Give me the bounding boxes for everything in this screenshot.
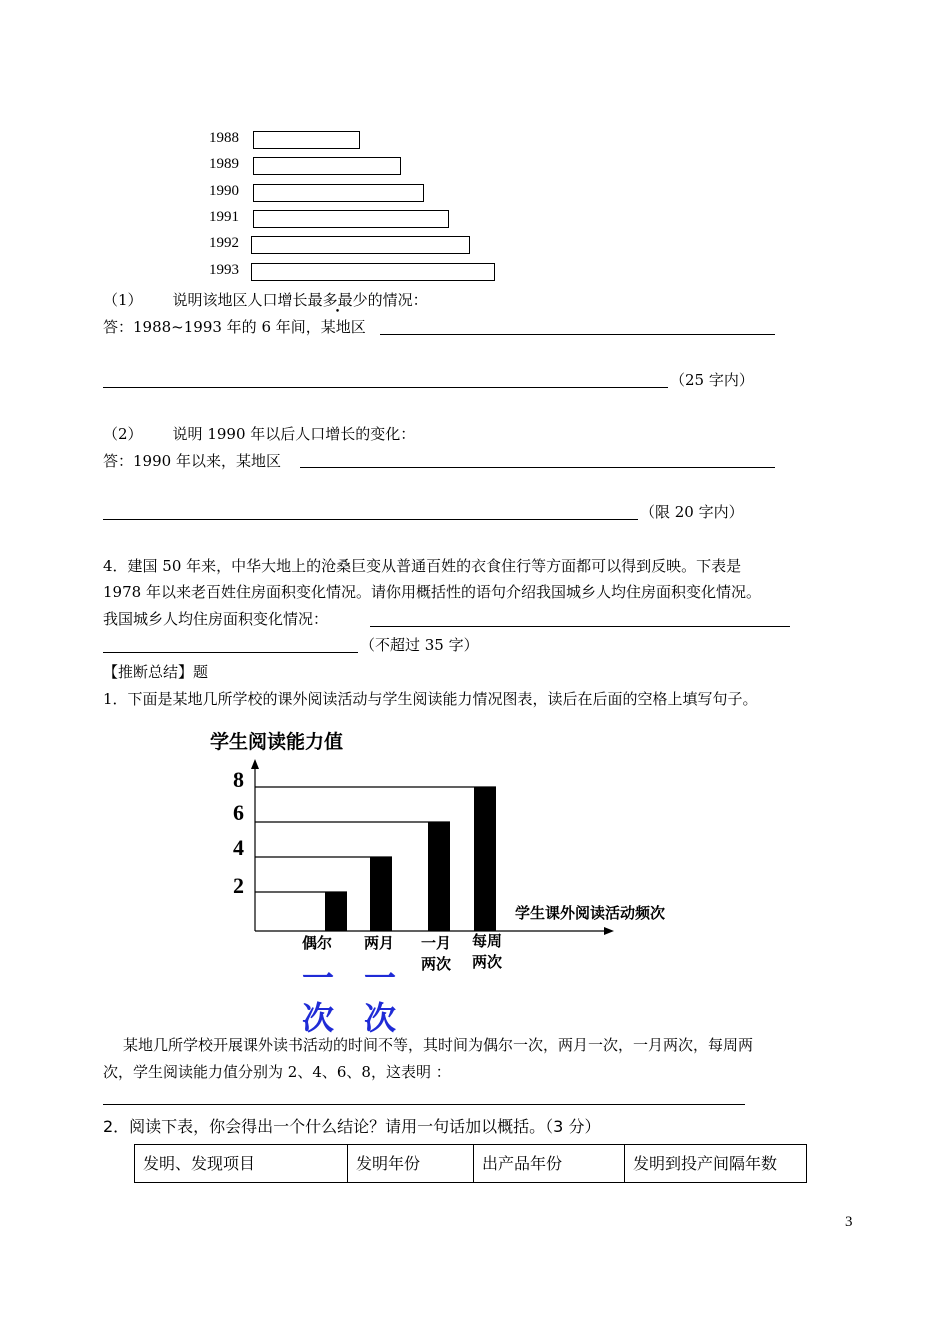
blue-ci-1: 次 (302, 999, 335, 1037)
reading-question-1: 1．下面是某地几所学校的课外阅读活动与学生阅读能力情况图表，读后在后面的空格上填写句子。 (103, 690, 758, 708)
section-header: 【推断总结】题 (103, 663, 209, 681)
question-1-number: （1） (103, 291, 143, 309)
answer-blank-2b[interactable] (103, 519, 638, 520)
population-bar (253, 210, 449, 228)
population-bar (253, 157, 401, 175)
population-bar (251, 236, 470, 254)
question-1-limit: （25 字内） (670, 371, 754, 389)
x-category-line: 偶尔 (302, 934, 333, 952)
x-category-line: 两次 (472, 953, 503, 971)
blue-dash-2: 一 (364, 959, 397, 997)
population-year-label: 1993 (209, 261, 239, 278)
chart-bar (474, 787, 496, 931)
table-header-cell: 发明年份 (348, 1145, 474, 1183)
y-tick-label: 2 (233, 873, 244, 898)
population-bar (253, 184, 424, 202)
blue-ci-2: 次 (364, 999, 397, 1037)
question-4-line-2: 1978 年以来老百姓住房面积变化情况。请你用概括性的语句介绍我国城乡人均住房面积变化情况。 (103, 583, 761, 601)
chart-bar (428, 822, 450, 931)
question-1-answer-prefix: 答：1988~1993 年的 6 年间，某地区 (103, 318, 366, 336)
x-category-line: 每周 (472, 932, 503, 950)
population-bar (251, 263, 495, 281)
x-category-label (364, 933, 394, 954)
question-1-prompt: 说明该地区人口增长 (172, 291, 308, 309)
x-axis-arrow (604, 927, 614, 935)
y-axis-arrow (251, 759, 259, 769)
y-tick-label: 4 (233, 835, 244, 860)
chart-bar (370, 857, 392, 931)
invention-table (134, 1144, 807, 1183)
x-category-line: 一月 (421, 934, 452, 952)
chart-x-axis-label: 学生课外阅读活动频次 (515, 904, 666, 922)
table-header-cell: 发明、发现项目 (135, 1145, 348, 1183)
question-1-prompt-end: 的情况： (367, 291, 428, 309)
page-number: 3 (845, 1214, 853, 1230)
question-2 (103, 424, 415, 444)
answer-blank-4b[interactable] (103, 652, 358, 653)
answer-blank-4a[interactable] (370, 626, 790, 627)
y-tick-label: 8 (233, 767, 244, 792)
x-category-label (302, 933, 332, 954)
population-bar (253, 131, 360, 149)
question-4-line-1: 4．建国 50 年来，中华大地上的沧桑巨变从普通百姓的衣食住行等方面都可以得到反映。下表是 (103, 557, 742, 575)
table-header-cell: 出产品年份 (474, 1145, 625, 1183)
x-category-line: 两月 (364, 934, 395, 952)
answer-blank-reading[interactable] (103, 1104, 745, 1105)
answer-blank-2a[interactable] (300, 467, 775, 468)
x-category-label (472, 931, 502, 973)
chart-title: 学生阅读能力值 (210, 731, 344, 753)
x-category-label (421, 933, 451, 975)
question-2-answer-prefix: 答：1990 年以来，某地区 (103, 452, 281, 470)
table-question: 2．阅读下表，你会得出一个什么结论？请用一句话加以概括。（3 分） (103, 1117, 601, 1136)
question-2-limit: （限 20 字内） (640, 503, 744, 521)
question-1 (103, 290, 428, 310)
population-year-label: 1990 (209, 182, 239, 199)
question-4-line-3: 我国城乡人均住房面积变化情况： (103, 610, 329, 628)
x-category-line: 两次 (421, 955, 452, 973)
question-2-number: （2） (103, 425, 143, 443)
question-2-prompt: 说明 1990 年以后人口增长的变化： (172, 425, 416, 443)
population-year-label: 1992 (209, 235, 239, 252)
table-header-cell: 发明到投产间隔年数 (625, 1145, 807, 1183)
table-header-row (135, 1145, 807, 1183)
reading-text-line-1: 某地几所学校开展课外读书活动的时间不等，其时间为偶尔一次，两月一次，一月两次，每周两 (123, 1036, 754, 1054)
population-year-label: 1989 (209, 156, 239, 173)
answer-blank-1a[interactable] (380, 334, 775, 335)
chart-bar (325, 892, 347, 931)
y-tick-label: 6 (233, 800, 244, 825)
reading-text-line-2: 次，学生阅读能力值分别为 2、4、6、8，这表明 ： (103, 1063, 451, 1081)
population-year-label: 1988 (209, 130, 239, 146)
blue-dash-1: 一 (302, 959, 335, 997)
answer-blank-1b[interactable] (103, 387, 668, 388)
question-4-limit: （不超过 35 字） (360, 636, 479, 654)
question-1-emphasis: 最多最少 (307, 291, 368, 309)
population-year-label: 1991 (209, 208, 239, 225)
